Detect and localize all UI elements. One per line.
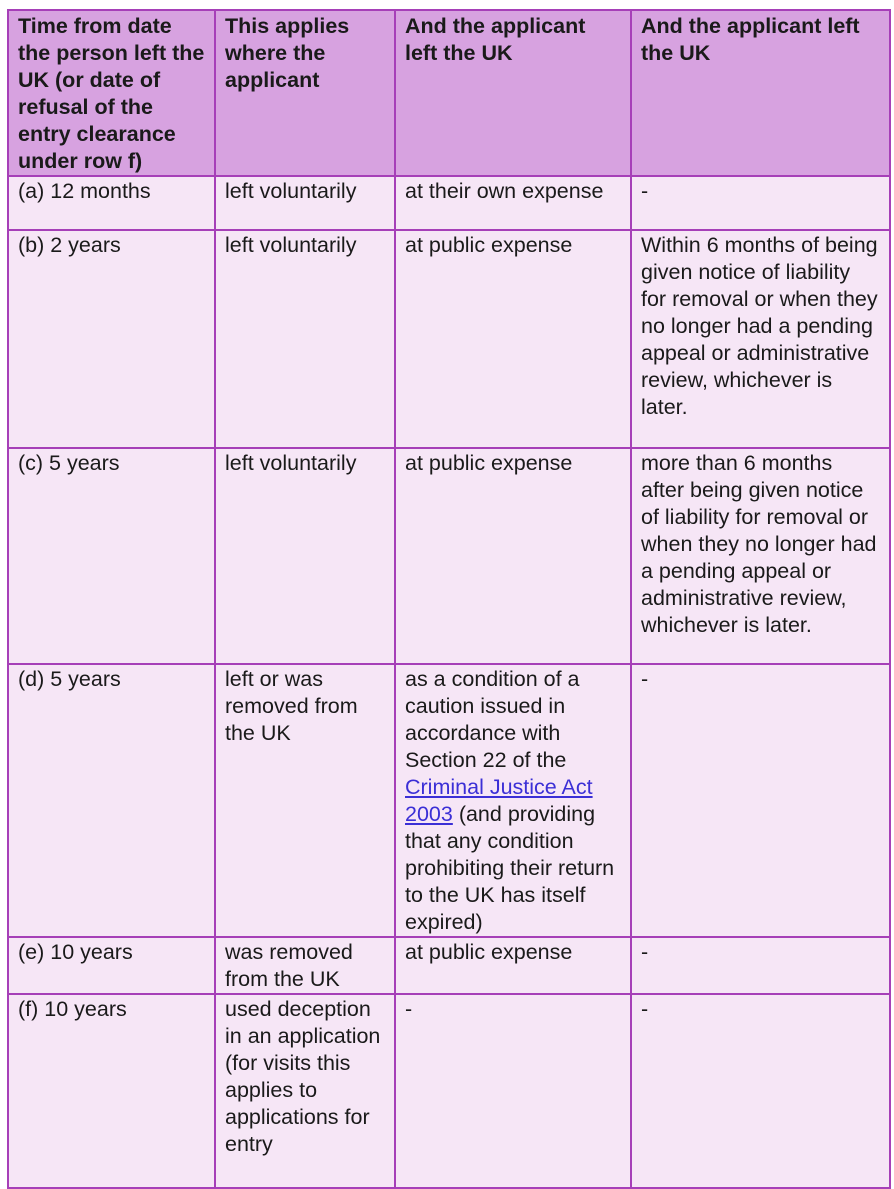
table-row (8, 176, 890, 230)
cell-left: at public expense (395, 448, 631, 664)
cell-time: (c) 5 years (8, 448, 215, 664)
cell-left-text-before: as a condition of a caution issued in accordance with Section 22 of the (405, 667, 580, 772)
cell-left-2: - (631, 664, 890, 937)
cell-left (395, 664, 631, 937)
cell-applies: left voluntarily (215, 230, 395, 448)
table-row (8, 448, 890, 664)
cell-time: (e) 10 years (8, 937, 215, 994)
cell-left: at their own expense (395, 176, 631, 230)
cell-left-text-after: (and providing that any condition prohibiting their return to the UK has itself expired) (405, 802, 615, 934)
cell-left-2: Within 6 months of being given notice of liability for removal or when they no longer had a pending appeal or administrative review, whichever is later. (631, 230, 890, 448)
cell-applies: was removed from the UK (215, 937, 395, 994)
cell-left: at public expense (395, 937, 631, 994)
cell-time: (a) 12 months (8, 176, 215, 230)
criminal-justice-act-link[interactable]: Criminal Justice Act 2003 (405, 775, 593, 826)
cell-applies: left voluntarily (215, 448, 395, 664)
cell-left: - (395, 994, 631, 1188)
cell-time: (b) 2 years (8, 230, 215, 448)
cell-applies: left voluntarily (215, 176, 395, 230)
header-time: Time from date the person left the UK (or date of refusal of the entry clearance under row f) (8, 10, 215, 176)
table-row (8, 664, 890, 937)
cell-applies: used deception in an application (for visits this applies to applications for entry (215, 994, 395, 1188)
cell-applies: left or was removed from the UK (215, 664, 395, 937)
cell-time: (d) 5 years (8, 664, 215, 937)
table-header-row (8, 10, 890, 176)
cell-left-2: - (631, 176, 890, 230)
cell-left-2: - (631, 994, 890, 1188)
table-row (8, 994, 890, 1188)
header-applies: This applies where the applicant (215, 10, 395, 176)
cell-time: (f) 10 years (8, 994, 215, 1188)
table-row (8, 937, 890, 994)
cell-left-2: more than 6 months after being given notice of liability for removal or when they no longer had a pending appeal or administrative review, whichever is later. (631, 448, 890, 664)
cell-left-2: - (631, 937, 890, 994)
header-left-2: And the applicant left the UK (631, 10, 890, 176)
header-left: And the applicant left the UK (395, 10, 631, 176)
cell-left: at public expense (395, 230, 631, 448)
table-row (8, 230, 890, 448)
entry-ban-table (7, 9, 891, 1189)
